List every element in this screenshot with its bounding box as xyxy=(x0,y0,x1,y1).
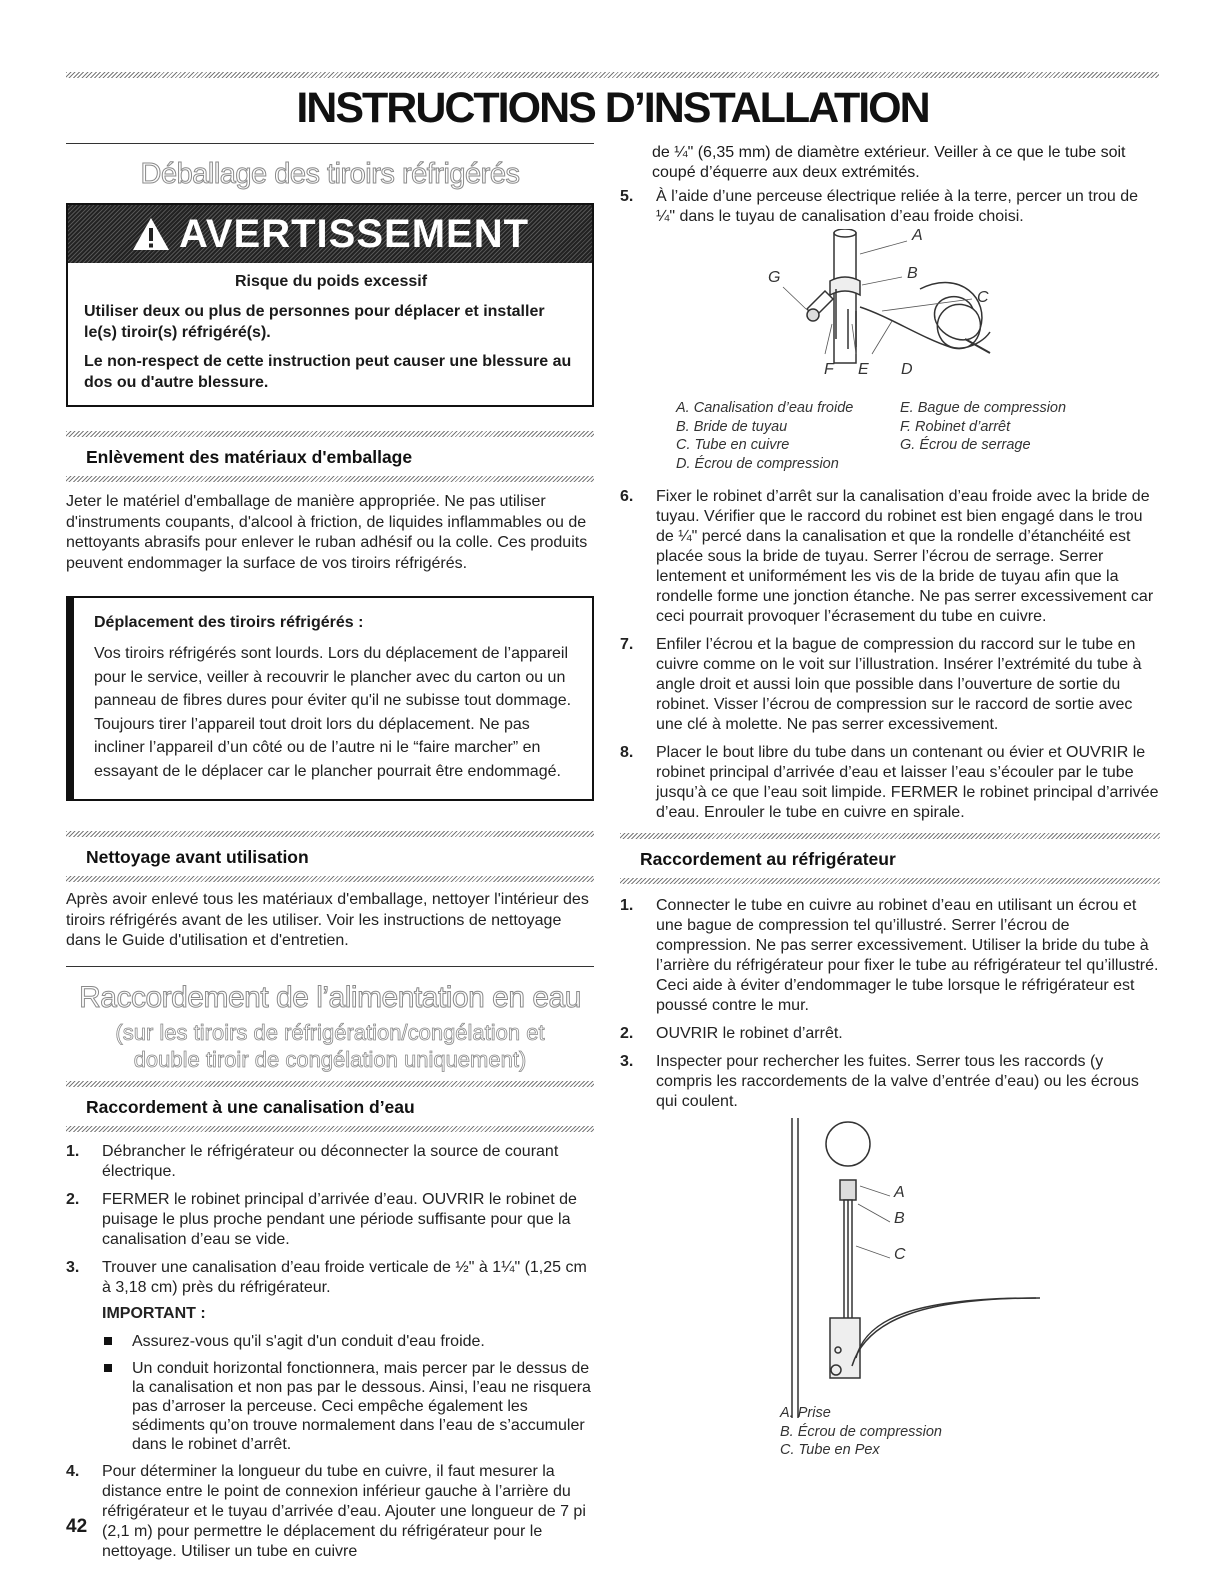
bullet-icon xyxy=(104,1337,112,1345)
caption: D. Écrou de compression xyxy=(676,455,839,472)
caption: A. Canalisation d’eau froide xyxy=(676,400,854,416)
shutoff-valve-figure xyxy=(620,229,1160,399)
water-title: Raccordement de l’alimentation en eau xyxy=(79,980,581,1014)
warning-banner xyxy=(68,205,592,263)
top-hatch-rule xyxy=(66,72,1159,78)
caption: C. Tube en cuivre xyxy=(676,437,790,453)
important-label: IMPORTANT : xyxy=(102,1304,206,1322)
warning-triangle-icon xyxy=(131,216,171,252)
right-steps-b xyxy=(620,487,1160,823)
warning-subtitle: Risque du poids excessif xyxy=(234,273,428,290)
hatch-bar xyxy=(620,878,1160,884)
figure-letter-a: A xyxy=(894,1184,905,1201)
page-number: 42 xyxy=(66,1516,88,1537)
caption: G. Écrou de serrage xyxy=(900,437,1031,453)
figure-letter-c: C xyxy=(977,289,989,306)
figure-letter-c: C xyxy=(894,1246,906,1263)
list-item: 2. FERMER le robinet principal d’arrivée d’eau. OUVRIR le robinet de puisage le plus proche pendant une période suffisante pour que la canalisation d’eau se vide. xyxy=(66,1190,577,1248)
caption: B. Écrou de compression xyxy=(780,1423,942,1440)
page-title: INSTRUCTIONS D’INSTALLATION xyxy=(296,84,929,132)
shutoff-valve-illustration xyxy=(620,229,1160,399)
cleaning-text: Après avoir enlevé tous les matériaux d'emballage, nettoyer l'intérieur des tiroirs réfrigérés avant de les utiliser. Voir les instructions de nettoyage dans le Guide d'utilisation et d'entretien. xyxy=(66,891,589,949)
warning-line-2: Le non-respect de cette instruction peut causer une blessure au dos ou d'autre blessure. xyxy=(84,353,572,391)
line-section-header xyxy=(66,1081,594,1132)
important-bullets xyxy=(102,1332,594,1454)
warning-banner-text: AVERTISSEMENT xyxy=(178,211,530,256)
list-item: 1. Débrancher le réfrigérateur ou déconnecter la source de courant électrique. xyxy=(66,1142,559,1180)
hatch-bar xyxy=(66,876,594,882)
hatch-bar xyxy=(66,476,594,482)
caption: B. Bride de tuyau xyxy=(676,418,788,435)
fridge-heading: Raccordement au réfrigérateur xyxy=(640,849,896,869)
list-item: 1. Connecter le tube en cuivre au robinet d’eau en utilisant un écrou et une bague de compression tel qu’illustré. Serrer l’écrou de compression. Ne pas serrer excessivement. Utiliser la bride du tube à l’arrière du réfrigérateur pour fixer le tube au réfrigérateur tel qu’illustré. Ceci aide à éviter d’endommager le tube lorsque le réfrigérateur est poussé contre le mur. xyxy=(620,897,1159,1014)
right-steps-a xyxy=(620,187,1160,227)
moving-text: Vos tiroirs réfrigérés sont lourds. Lors du déplacement de l’appareil pour le service, veiller à recouvrir le plancher avec du carton ou un panneau de fibres dures pour éviter qu'il ne subisse tout dommage. Toujours tirer l’appareil tout droit lors du déplacement. Ne pas incliner l’appareil d’un côté ou de l’autre ni le “faire marcher” en essayant de le déplacer car le plancher pourrait être endommagé. xyxy=(94,645,572,780)
warning-box xyxy=(66,203,594,407)
fridge-section-header xyxy=(620,833,1160,884)
section-rule xyxy=(66,966,594,967)
fridge-connection-figure xyxy=(770,1118,1070,1418)
right-column xyxy=(620,143,1160,1460)
section-rule xyxy=(66,143,594,144)
line-steps xyxy=(66,1142,594,1562)
fridge-steps xyxy=(620,896,1160,1112)
continued-text: de ¼" (6,35 mm) de diamètre extérieur. Veiller à ce que le tube soit coupé d’équerre aux deux extrémités. xyxy=(652,144,1126,181)
caption: F. Robinet d’arrêt xyxy=(900,418,1011,435)
warning-body xyxy=(68,263,592,405)
list-item: 3. Trouver une canalisation d’eau froide verticale de ½" à 1¼" (1,25 cm à 3,18 cm) près du réfrigérateur. IMPORTANT : Assurez-vous qu'il s'agit d'un conduit d'eau froide. Un conduit horizontal fonctionnera, mais percer par le dessus de la canalisation et non pas par le dessous. Ainsi, l’eau ne risquera pas d’arroser la perceuse. Ceci empêche également les sédiments qu’on trouve normalement dans l’eau de s’accumuler dans le robinet d’arrêt. xyxy=(66,1258,594,1454)
figure-letter-d: D xyxy=(901,361,913,378)
moving-info-box xyxy=(66,596,594,801)
figure-letter-e: E xyxy=(858,361,869,378)
removal-text: Jeter le matériel d'emballage de manière appropriée. Ne pas utiliser d'instruments coupants, d'alcool à friction, de liquides inflammables ou de nettoyants abrasifs pour enlever le ruban adhésif ou la colle. Ces produits peuvent endommager la surface de vos tiroirs réfrigérés. xyxy=(66,493,588,572)
list-item: 3. Inspecter pour rechercher les fuites. Serrer tous les raccords (y compris les raccordements de la valve d’entrée d’eau) ou les écrous qui coulent. xyxy=(620,1053,1139,1110)
bullet-icon xyxy=(104,1364,112,1372)
figure-letter-f: F xyxy=(824,361,834,378)
caption: C. Tube en Pex xyxy=(780,1442,880,1458)
figure-letter-b: B xyxy=(894,1210,905,1227)
cleaning-heading: Nettoyage avant utilisation xyxy=(86,847,309,867)
water-subtitle-2: double tiroir de congélation uniquement) xyxy=(133,1046,527,1072)
left-column xyxy=(66,143,594,1570)
figure-letter-b: B xyxy=(907,265,918,282)
caption: A. Prise xyxy=(780,1405,831,1421)
list-item: Un conduit horizontal fonctionnera, mais percer par le dessus de la canalisation et non pas par le dessous. Ainsi, l’eau ne risquera pas d’arroser la perceuse. Ceci empêche également les sédiments qu’on trouve normalement dans l’eau de s’accumuler dans le robinet d’arrêt. xyxy=(102,1359,594,1454)
list-item: 5. À l’aide d’une perceuse électrique reliée à la terre, percer un trou de ¼" dans le tuyau de canalisation d’eau froide choisi. xyxy=(620,188,1139,225)
unpacking-title: Déballage des tiroirs réfrigérés xyxy=(140,158,520,190)
list-item: 7. Enfiler l’écrou et la bague de compression du raccord sur le tube en cuivre comme on le voit sur l’illustration. Insérer l’extrémité du tube à angle droit et aussi loin que possible dans l’ouverture de sortie du robinet. Visser l’écrou de compression sur le raccord de sortie avec une clé à molette. Ne pas serrer excessivement. xyxy=(620,636,1142,733)
list-item: 4. Pour déterminer la longueur du tube en cuivre, il faut mesurer la distance entre le point de connexion inférieur gauche à l’arrière du réfrigérateur et le tuyau d’arrivée d’eau. Ajouter une longueur de 7 pi (2,1 m) pour permettre le déplacement du réfrigérateur pour le nettoyage. Utiliser un tube en cuivre xyxy=(66,1462,586,1560)
removal-heading: Enlèvement des matériaux d'emballage xyxy=(86,447,413,467)
figure-letter-a: A xyxy=(912,227,923,244)
removal-section-header xyxy=(66,431,594,482)
figure-letter-g: G xyxy=(768,269,781,286)
list-item: 8. Placer le bout libre du tube dans un contenant ou évier et OUVRIR le robinet principal d’arrivée d’eau et laisser l’eau s’écouler par le tube jusqu’à ce que l’eau soit limpide. FERMER le robinet principal d’arrivée d’eau. Enrouler le tube en cuivre en spirale. xyxy=(620,744,1159,821)
list-item: 2. OUVRIR le robinet d’arrêt. xyxy=(620,1025,843,1042)
water-subtitle-1: (sur les tiroirs de réfrigération/congélation et xyxy=(115,1019,545,1045)
warning-line-1: Utiliser deux ou plus de personnes pour déplacer et installer le(s) tiroir(s) réfrigéré(s). xyxy=(84,303,545,341)
line-heading: Raccordement à une canalisation d’eau xyxy=(86,1096,415,1117)
moving-heading: Déplacement des tiroirs réfrigérés : xyxy=(94,614,364,631)
list-item: 6. Fixer le robinet d’arrêt sur la canalisation d’eau froide avec la bride de tuyau. Vérifier que le raccord du robinet est bien engagé dans le trou de ¼" percé dans la canalisation et que la rondelle d’étanchéité est placée sous la bride de tuyau. Serrer l’écrou de serrage. Serrer lentement et uniformément les vis de la bride de tuyau afin que la rondelle forme une jonction étanche. Ne pas serrer excessivement car ceci pourrait provoquer l’écrasement du tube en cuivre. xyxy=(620,488,1154,625)
figure1-captions xyxy=(620,399,1160,473)
cleaning-section-header xyxy=(66,831,594,882)
list-item: Assurez-vous qu'il s'agit d'un conduit d'eau froide. xyxy=(102,1332,594,1351)
fridge-connection-illustration xyxy=(770,1118,1070,1418)
hatch-bar xyxy=(66,1126,594,1132)
caption: E. Bague de compression xyxy=(900,400,1067,416)
